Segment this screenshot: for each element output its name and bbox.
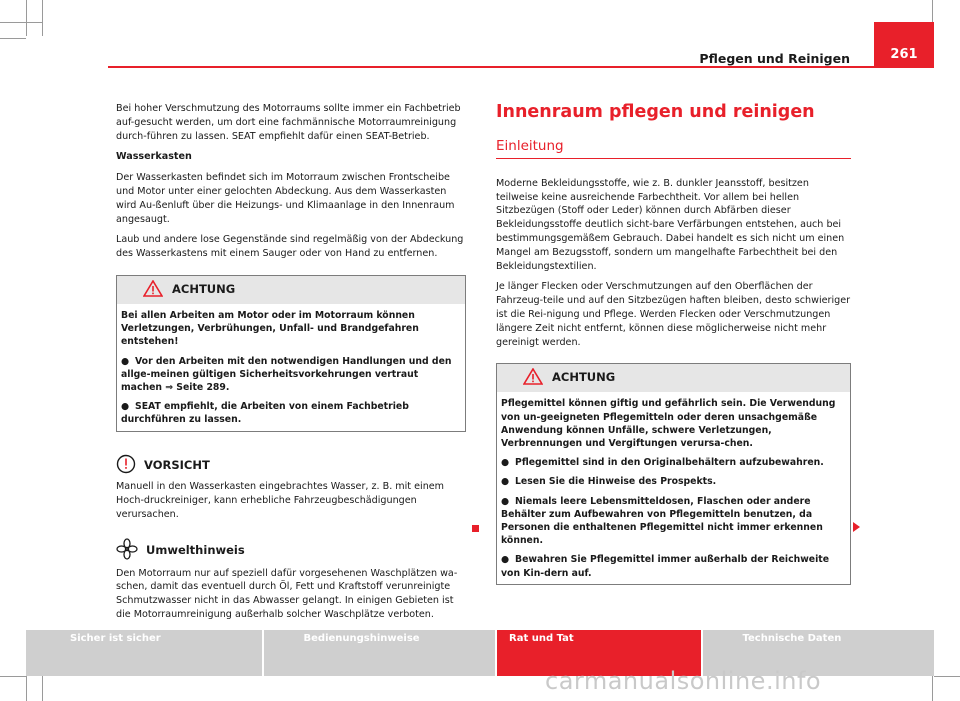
header-rule: [108, 66, 874, 68]
warning-title: ACHTUNG: [172, 282, 236, 297]
warning-bullet: ● Vor den Arbeiten mit den notwendigen Handlungen und den allge-meinen gültigen Sicherheitsvorkehrungen vertraut machen ⇒ Seite 289.: [121, 355, 452, 393]
subsection-title: Einleitung: [496, 138, 564, 154]
crop-mark: [26, 676, 27, 701]
warning-bullet: ● Pflegemittel sind in den Originalbehältern aufzubewahren.: [501, 457, 824, 469]
environment-text: Den Motorraum nur auf speziell dafür vorgesehenen Waschplätzen wa-schen, damit das eventuell durch Öl, Fett und Kraftstoff verunreinigte Schmutzwasser nicht in das Abwasser gelangt. In einigen Gebieten ist die Motorraumreinigung außerhalb solcher Waschplätze verboten.: [116, 567, 458, 620]
running-header-title: Pflegen und Reinigen: [699, 51, 850, 66]
paragraph: Moderne Bekleidungsstoffe, wie z. B. dunkler Jeansstoff, besitzen teilweise keine ausreichende Farbechtheit. Vor allem bei hellen Sitzbezügen (Stoff oder Leder) können durch Abfärben dieser Bekleidungsstoffe deutlich sicht-bare Verfärbungen entstehen, auch bei bestimmungsgemäßem Gebrauch. Dabei handelt es sich nicht um einen Mangel am Bezugsstoff, sondern um mangelhafte Farbechtheit bei den Bekleidungstextilien.: [496, 177, 845, 272]
warning-bullet: ● SEAT empfiehlt, die Arbeiten von einem Fachbetrieb durchführen zu lassen.: [121, 401, 409, 426]
caution-header: [116, 454, 466, 478]
crop-mark: [0, 676, 26, 677]
watermark: carmanualsonline.info: [545, 667, 822, 695]
bullet-icon: ●: [121, 401, 130, 413]
crop-mark: [42, 676, 43, 701]
section-end-mark: [472, 525, 479, 532]
environment-title: Umwelthinweis: [146, 542, 245, 557]
caution-icon: [116, 454, 136, 478]
warning-triangle-icon: [143, 280, 163, 301]
warning-body: [117, 304, 465, 431]
warning-body: [497, 392, 850, 583]
bullet-icon: ●: [501, 495, 510, 507]
paragraph: Laub und andere lose Gegenstände sind regelmäßig von der Abdeckung des Wasserkastens mit einem Sauger oder von Hand zu entfernen.: [116, 234, 464, 260]
section-title: Innenraum pflegen und reinigen: [496, 102, 815, 122]
warning-bullet: ● Niemals leere Lebensmitteldosen, Flaschen oder andere Behälter zum Aufbewahren von Pflegemitteln benutzen, da Personen die enthaltenen Pflegemittel nicht immer erkennen können.: [501, 495, 823, 547]
environment-leaf-icon: [116, 538, 138, 564]
crop-mark: [932, 0, 933, 22]
crop-mark: [42, 0, 43, 36]
bullet-icon: ●: [501, 457, 510, 469]
footer-tab-sicher[interactable]: Sicher ist sicher: [26, 630, 262, 676]
warning-header: [497, 364, 850, 392]
subheading-wasserkasten: Wasserkasten: [116, 151, 192, 163]
warning-title: ACHTUNG: [552, 370, 616, 385]
warning-box: [496, 363, 851, 584]
bullet-icon: ●: [121, 355, 130, 367]
warning-box: [116, 275, 466, 432]
crop-mark: [0, 38, 26, 39]
warning-text: Pflegemittel können giftig und gefährlich sein. Die Verwendung von un-geeigneten Pflegemitteln oder deren unsachgemäße Anwendung können Unfälle, schwere Verletzungen, Verbrennungen und Vergiftungen verursa-chen.: [501, 398, 836, 449]
intro-paragraph: Bei hoher Verschmutzung des Motorraums sollte immer ein Fachbetrieb auf-gesucht werden, um dort eine fachmännische Motorraumreinigung durch-führen zu lassen. SEAT empfiehlt dafür einen SEAT-Betrieb.: [116, 103, 461, 142]
warning-header: [117, 276, 465, 304]
warning-bullet: ● Lesen Sie die Hinweise des Prospekts.: [501, 476, 717, 488]
crop-mark: [934, 676, 960, 677]
caution-text: Manuell in den Wasserkasten eingebrachtes Wasser, z. B. mit einem Hoch-druckreiniger, kann erhebliche Fahrzeugbeschädigungen verursachen.: [116, 481, 445, 520]
footer-tab-technische-daten[interactable]: Technische Daten: [703, 630, 935, 676]
page-number: 261: [874, 22, 934, 68]
bullet-icon: ●: [501, 476, 510, 488]
footer-tab-bedienungshinweise[interactable]: Bedienungshinweise: [264, 630, 496, 676]
crop-mark: [932, 676, 933, 701]
crop-mark: [0, 22, 42, 23]
subsection-rule: [496, 158, 851, 159]
crop-mark: [26, 0, 27, 36]
right-column: [496, 102, 851, 585]
warning-triangle-icon: [523, 368, 543, 389]
continue-arrow-icon: [853, 522, 860, 532]
paragraph: Je länger Flecken oder Verschmutzungen auf den Oberflächen der Fahrzeug-teile und auf den Sitzbezügen haften bleiben, desto schwieriger ist die Rei-nigung und Pflege. Werden Flecken oder Verschmutzungen längere Zeit nicht entfernt, können diese möglicherweise nicht mehr gereinigt werden.: [496, 281, 851, 348]
footer-tab-rat-und-tat[interactable]: Rat und Tat: [497, 630, 701, 676]
paragraph: Der Wasserkasten befindet sich im Motorraum zwischen Frontscheibe und Motor unter einer gelochten Abdeckung. Aus dem Wasserkasten wird Au-ßenluft über die Heizungs- und Klimaanlage in den Innenraum angesaugt.: [116, 172, 455, 225]
caution-title: VORSICHT: [144, 457, 210, 472]
warning-text: Bei allen Arbeiten am Motor oder im Motorraum können Verletzungen, Verbrühungen, Unfall- und Brandgefahren entstehen!: [121, 309, 419, 348]
bullet-icon: ●: [501, 554, 510, 566]
left-column: [116, 102, 466, 629]
warning-bullet: ● Bewahren Sie Pflegemittel immer außerhalb der Reichweite von Kin-dern auf.: [501, 554, 830, 579]
environment-header: [116, 538, 466, 564]
